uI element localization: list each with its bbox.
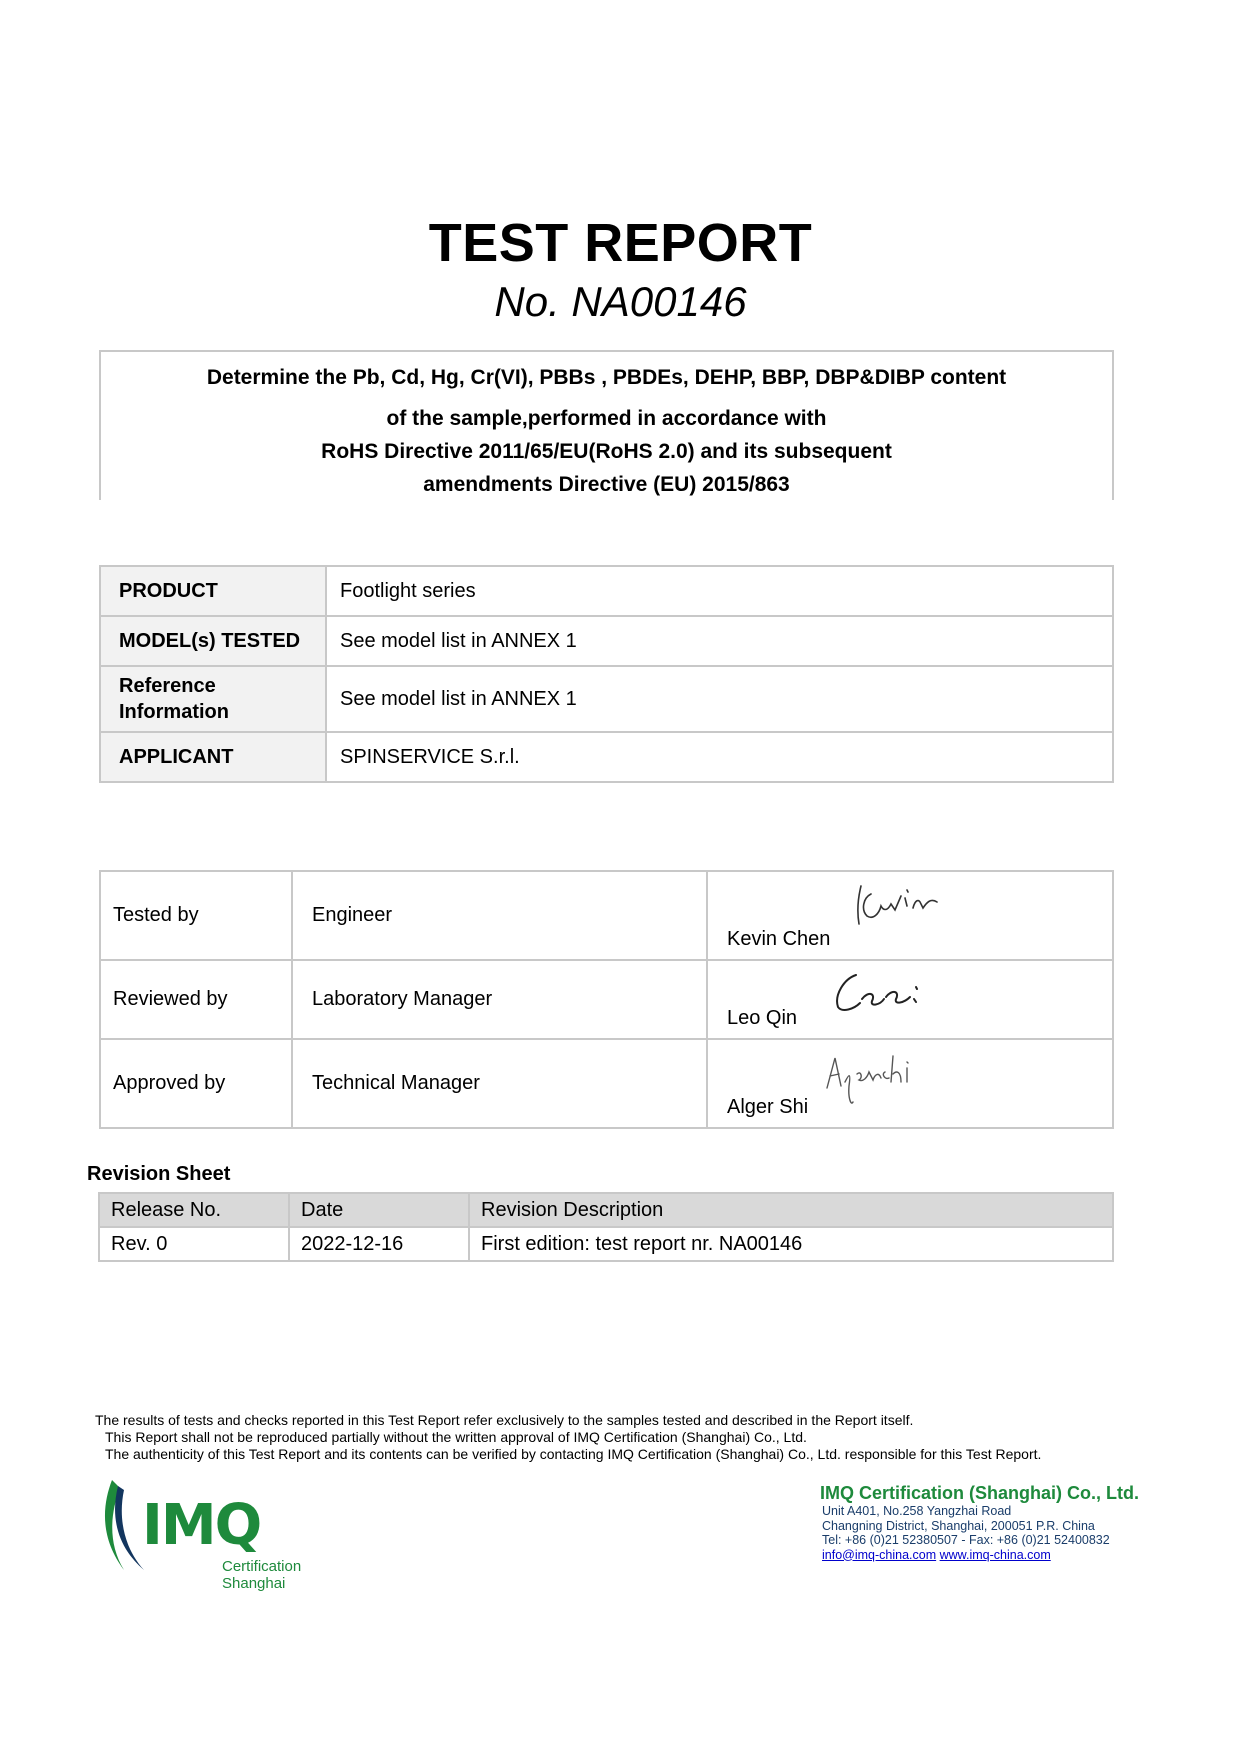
sign-cell (707, 1039, 1113, 1128)
sign-role: Technical Manager (292, 1039, 707, 1128)
company-email-link[interactable]: info@imq-china.com (822, 1547, 937, 1562)
sign-cell (707, 960, 1113, 1039)
signature-row-reviewed (100, 960, 1113, 1039)
signature-row-approved (100, 1039, 1113, 1128)
info-row-model (100, 616, 1113, 666)
logo-mark: IMQ (142, 1493, 261, 1558)
company-contact (822, 1548, 1139, 1563)
signature-kevin-image (853, 880, 943, 935)
sign-cell (707, 871, 1113, 960)
footer-line-2: This Report shall not be reproduced partially without the written approval of IMQ Certification (Shanghai) Co., Ltd. (105, 1429, 807, 1445)
info-label: Reference Information (100, 666, 326, 732)
info-value: See model list in ANNEX 1 (326, 616, 1113, 666)
sign-action: Approved by (100, 1039, 292, 1128)
company-name: IMQ Certification (Shanghai) Co., Ltd. (820, 1483, 1139, 1503)
info-value: See model list in ANNEX 1 (326, 666, 1113, 732)
report-title: TEST REPORT (428, 213, 813, 273)
revision-date: 2022-12-16 (289, 1227, 469, 1261)
info-label: MODEL(s) TESTED (100, 616, 326, 666)
info-row-reference (100, 666, 1113, 732)
revision-header-row (99, 1193, 1113, 1227)
report-number: No. NA00146 (494, 278, 747, 325)
revision-table (98, 1192, 1114, 1262)
logo-line-2: Shanghai (222, 1575, 286, 1592)
signature-table (99, 870, 1114, 1129)
imq-logo (98, 1478, 318, 1598)
revision-description: First edition: test report nr. NA00146 (469, 1227, 1113, 1261)
sign-role: Engineer (292, 871, 707, 960)
revision-header-description: Revision Description (469, 1193, 1113, 1227)
logo-line-1: Certification (222, 1558, 302, 1575)
info-row-product (100, 566, 1113, 616)
revision-release: Rev. 0 (99, 1227, 289, 1261)
footer-disclaimer (95, 1412, 1041, 1463)
info-label: APPLICANT (100, 732, 326, 782)
product-info-table (99, 565, 1114, 783)
revision-sheet-title: Revision Sheet (87, 1163, 231, 1185)
scope-box (99, 350, 1114, 500)
sign-action: Tested by (100, 871, 292, 960)
signature-alger-image (823, 1052, 918, 1112)
sign-name: Kevin Chen (727, 928, 831, 950)
company-phone: Tel: +86 (0)21 52380507 - Fax: +86 (0)21 52400832 (822, 1533, 1110, 1547)
scope-line-4: amendments Directive (EU) 2015/863 (423, 473, 790, 496)
sign-role: Laboratory Manager (292, 960, 707, 1039)
footer-line-1: The results of tests and checks reported in this Test Report refer exclusively to the samples tested and described in the Report itself. (95, 1412, 914, 1428)
footer-line-3: The authenticity of this Test Report and its contents can be verified by contacting IMQ Certification (Shanghai) Co., Ltd. responsible for this Test Report. (105, 1446, 1042, 1462)
signature-row-tested (100, 871, 1113, 960)
info-label: PRODUCT (100, 566, 326, 616)
info-value: Footlight series (326, 566, 1113, 616)
company-website-link[interactable]: www.imq-china.com (939, 1547, 1051, 1562)
revision-header-release: Release No. (99, 1193, 289, 1227)
table-row (99, 1227, 1113, 1261)
info-row-applicant (100, 732, 1113, 782)
info-value: SPINSERVICE S.r.l. (326, 732, 1113, 782)
company-address-1: Unit A401, No.258 Yangzhai Road (822, 1504, 1012, 1518)
company-address-2: Changning District, Shanghai, 200051 P.R. China (822, 1518, 1095, 1533)
sign-name: Leo Qin (727, 1007, 798, 1029)
scope-line-2: of the sample,performed in accordance with (386, 407, 827, 430)
scope-line-3: RoHS Directive 2011/65/EU(RoHS 2.0) and its subsequent (321, 440, 892, 463)
revision-header-date: Date (289, 1193, 469, 1227)
signature-leo-image (826, 969, 926, 1019)
scope-line-1: Determine the Pb, Cd, Hg, Cr(VI), PBBs , PBDEs, DEHP, BBP, DBP&DIBP content (206, 366, 1007, 389)
sign-name: Alger Shi (727, 1096, 809, 1118)
company-block (820, 1483, 1139, 1562)
sign-action: Reviewed by (100, 960, 292, 1039)
